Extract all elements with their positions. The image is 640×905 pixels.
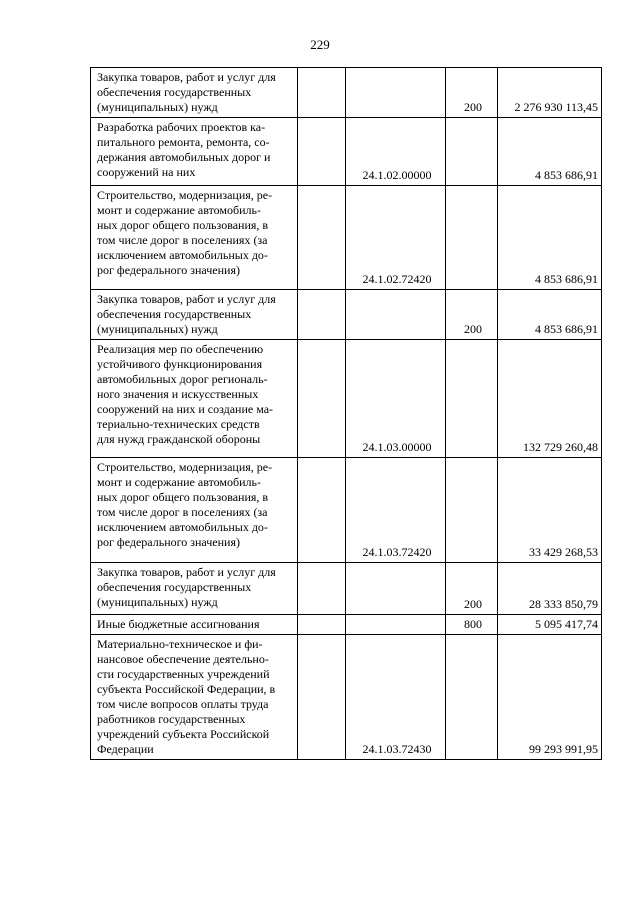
row-amount-cell: 99 293 991,95 [498,635,602,760]
row-amount-cell: 5 095 417,74 [498,615,602,635]
row-code-cell: 24.1.02.00000 [346,118,446,186]
empty-cell [298,340,346,458]
row-amount-cell: 2 276 930 113,45 [498,68,602,118]
budget-table-body [91,68,602,760]
row-name-cell: Иные бюджетные ассигнования [91,615,298,635]
row-type-cell: 200 [446,68,498,118]
row-amount-cell: 4 853 686,91 [498,186,602,290]
empty-cell [298,118,346,186]
row-code-cell [346,615,446,635]
row-code-cell [346,563,446,615]
row-code-cell: 24.1.03.00000 [346,340,446,458]
row-amount-cell: 4 853 686,91 [498,118,602,186]
row-name-cell: Закупка товаров, работ и услуг для обеспечения государственных (муниципальных) нужд [91,563,298,615]
row-name-cell: Строительство, модернизация, ре- монт и содержание автомобиль- ных дорог общего пользования, в том числе дорог в поселениях (за исключением автомобильных до- рог федерального значения) [91,458,298,563]
row-code-cell: 24.1.02.72420 [346,186,446,290]
row-code-cell: 24.1.03.72430 [346,635,446,760]
row-name-cell: Закупка товаров, работ и услуг для обеспечения государственных (муниципальных) нужд [91,290,298,340]
table-row [91,118,602,186]
empty-cell [298,635,346,760]
empty-cell [298,186,346,290]
table-row [91,458,602,563]
row-code-cell [346,68,446,118]
empty-cell [298,563,346,615]
table-row [91,340,602,458]
row-type-cell [446,186,498,290]
table-row [91,186,602,290]
row-type-cell [446,340,498,458]
row-name-cell: Материально-техническое и фи- нансовое обеспечение деятельно- сти государственных учреждений субъекта Российской Федерации, в том числе вопросов оплаты труда работников государственных учреждений субъекта Российской Федерации [91,635,298,760]
row-amount-cell: 132 729 260,48 [498,340,602,458]
row-name-cell: Реализация мер по обеспечению устойчивого функционирования автомобильных дорог региональ- ного значения и искусственных сооружений на них и создание ма- териально-технических средств для нужд гражданской обороны [91,340,298,458]
row-type-cell [446,635,498,760]
empty-cell [298,68,346,118]
row-name-cell: Строительство, модернизация, ре- монт и содержание автомобиль- ных дорог общего пользования, в том числе дорог в поселениях (за исключением автомобильных до- рог федерального значения) [91,186,298,290]
row-amount-cell: 28 333 850,79 [498,563,602,615]
row-type-cell: 800 [446,615,498,635]
table-row [91,290,602,340]
empty-cell [298,290,346,340]
table-row [91,563,602,615]
row-type-cell: 200 [446,290,498,340]
row-code-cell [346,290,446,340]
row-type-cell: 200 [446,563,498,615]
table-row [91,68,602,118]
table-row [91,635,602,760]
row-amount-cell: 33 429 268,53 [498,458,602,563]
row-code-cell: 24.1.03.72420 [346,458,446,563]
row-name-cell: Закупка товаров, работ и услуг для обеспечения государственных (муниципальных) нужд [91,68,298,118]
page-number: 229 [310,37,330,52]
table-row [91,615,602,635]
empty-cell [298,458,346,563]
row-amount-cell: 4 853 686,91 [498,290,602,340]
empty-cell [298,615,346,635]
row-type-cell [446,458,498,563]
row-type-cell [446,118,498,186]
budget-table [90,67,602,760]
row-name-cell: Разработка рабочих проектов ка- питального ремонта, ремонта, со- держания автомобильных дорог и сооружений на них [91,118,298,186]
